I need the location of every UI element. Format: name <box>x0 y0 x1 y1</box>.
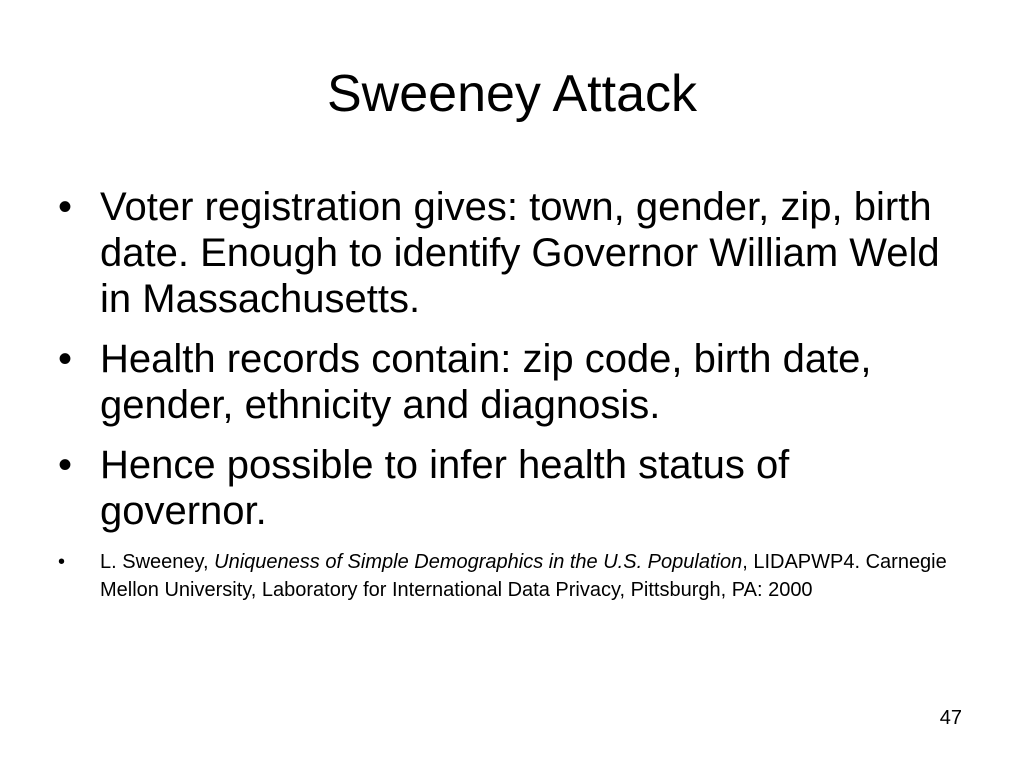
bullet-text: Hence possible to infer health status of governor. <box>100 443 790 533</box>
page-number: 47 <box>939 707 962 729</box>
bullet-item-health-records <box>58 336 958 428</box>
citation-details: , LIDAPWP4. Carnegie Mellon University, Laboratory for International Data Privacy, Pittsburgh, PA: 2000 <box>100 551 947 601</box>
citation-title: Uniqueness of Simple Demographics in the U.S. Population <box>214 551 743 573</box>
bullet-list <box>58 184 958 618</box>
bullet-item-citation <box>58 548 958 604</box>
bullet-text: Health records contain: zip code, birth date, gender, ethnicity and diagnosis. <box>100 337 872 427</box>
bullet-item-infer-health-status <box>58 442 958 534</box>
bullet-dot-icon: • <box>58 551 66 573</box>
bullet-item-voter-registration <box>58 184 958 322</box>
slide-title: Sweeney Attack <box>327 65 697 123</box>
bullet-dot-icon: • <box>58 443 73 487</box>
citation-author: L. Sweeney, <box>100 551 215 573</box>
bullet-dot-icon: • <box>58 337 73 381</box>
bullet-dot-icon: • <box>58 185 73 229</box>
bullet-text: Voter registration gives: town, gender, zip, birth date. Enough to identify Governor William Weld in Massachusetts. <box>100 185 940 321</box>
